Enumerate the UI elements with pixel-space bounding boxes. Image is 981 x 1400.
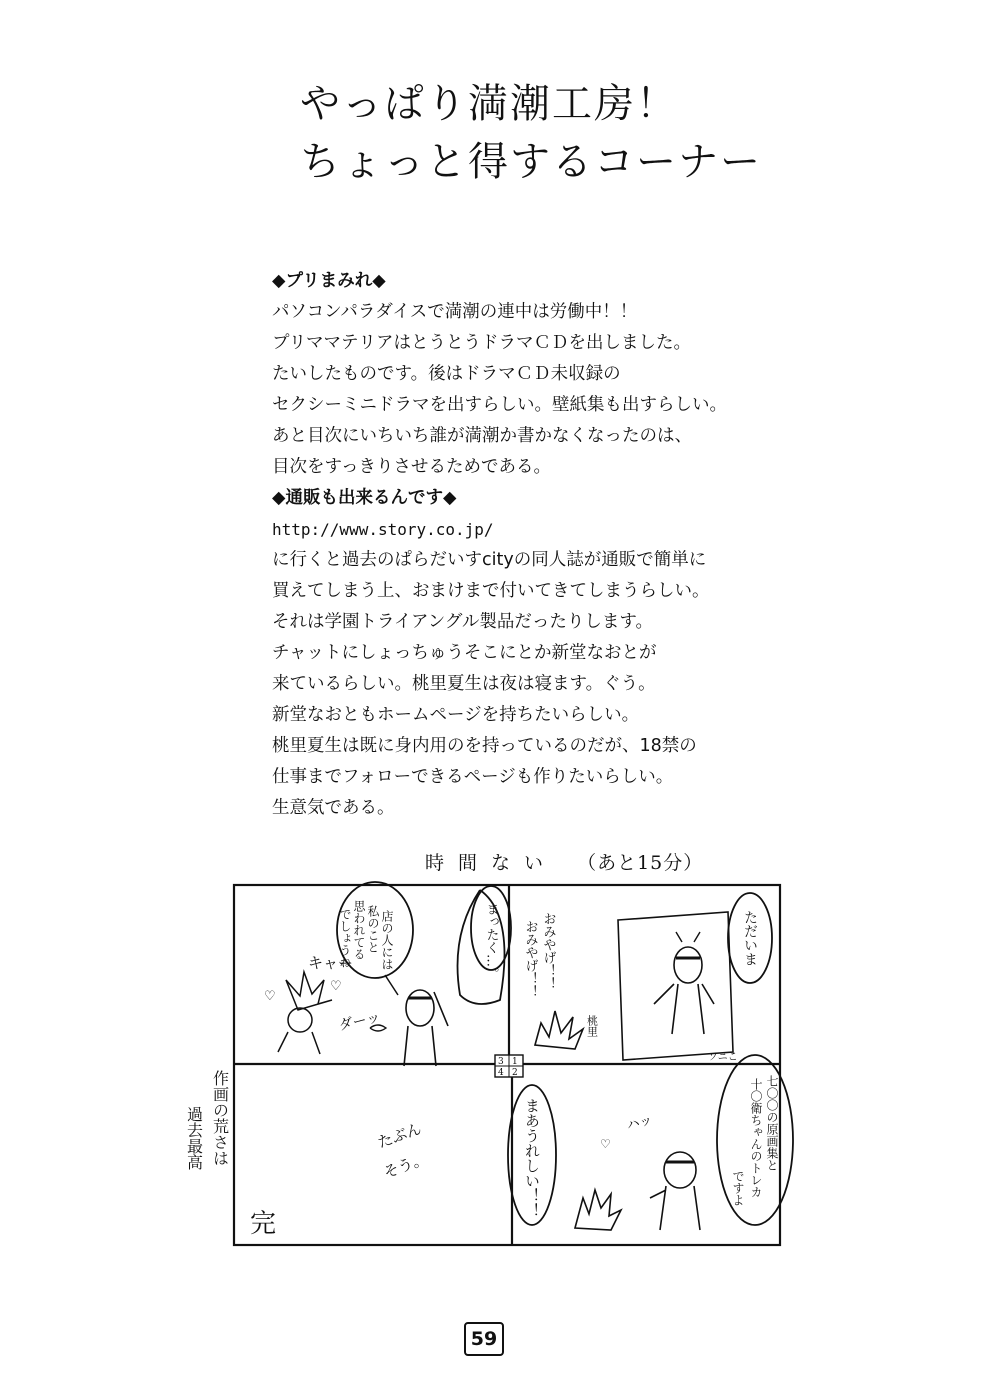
heart-icon: ♡ bbox=[264, 989, 276, 1004]
order-mark: 4 bbox=[498, 1068, 504, 1078]
order-mark: 1 bbox=[512, 1057, 518, 1067]
p2-spiky-character bbox=[535, 1011, 583, 1049]
p3-label: ソニこ bbox=[708, 1052, 738, 1063]
order-mark: 3 bbox=[498, 1057, 504, 1067]
p2-name-label: 桃里 bbox=[585, 1015, 599, 1037]
panel-4 bbox=[250, 1119, 430, 1239]
body-line: 桃里夏生は既に身内用のを持っているのだが、18禁の bbox=[272, 736, 697, 756]
page-number: 59 bbox=[464, 1322, 504, 1356]
body-line: プリママテリアはとうとうドラマＣＤを出しました。 bbox=[272, 333, 691, 353]
comic-strip bbox=[180, 880, 800, 1250]
p6-ha-text: ハッ bbox=[625, 1112, 655, 1134]
body-line: それは学園トライアングル製品だったりします。 bbox=[272, 612, 653, 632]
body-line: 来ているらしい。桃里夏生は夜は寝ます。ぐう。 bbox=[272, 674, 656, 694]
p1-bubble-line: でしょうね bbox=[338, 908, 352, 968]
panel-6 bbox=[625, 1055, 793, 1230]
comic-title bbox=[425, 848, 703, 875]
p1-bubble-line: 店の人には bbox=[380, 910, 394, 970]
p5-spiky-character bbox=[575, 1190, 621, 1230]
panel-3 bbox=[618, 893, 772, 1063]
body-line: に行くと過去のぱらだいすcityの同人誌が通販で簡単に bbox=[272, 550, 707, 570]
heart-icon: ♡ bbox=[330, 979, 342, 994]
body-line: パソコンパラダイスで満潮の連中は労働中！！ bbox=[272, 302, 638, 322]
page-title-line1: やっぱり満潮工房！ bbox=[300, 81, 678, 127]
p1-bubble-line: 私のこと bbox=[366, 905, 380, 953]
p1-kya-text: キャー bbox=[308, 954, 354, 972]
p4-kan-mark: 完 bbox=[250, 1209, 277, 1239]
body-line: 新堂なおともホームページを持ちたいらしい。 bbox=[272, 705, 640, 725]
p6-bubble-text: 十〇衛ちゃんのトレカ bbox=[749, 1078, 763, 1198]
p1-dash-text: ダーッ bbox=[337, 1009, 382, 1034]
panel-5 bbox=[508, 1085, 621, 1230]
side-note bbox=[185, 1070, 230, 1170]
p2-bubble-text: まったく…。 bbox=[483, 902, 499, 980]
section-heading-mail-order: ◆通販も出来るんです◆ bbox=[272, 488, 457, 508]
body-line: たいしたものです。後はドラマＣＤ未収録の bbox=[272, 364, 621, 384]
p3-bubble-text: ただいま bbox=[742, 910, 758, 966]
p4-text-line: そう。 bbox=[381, 1149, 430, 1182]
side-note-line: 過去最高 bbox=[184, 1106, 204, 1170]
p6-character bbox=[664, 1152, 696, 1188]
p6-bubble-text: 七〇〇の原画集と bbox=[765, 1075, 779, 1171]
panel-order-marks bbox=[495, 1055, 523, 1078]
p4-text-line: たぶん bbox=[375, 1119, 424, 1152]
body-line: あと目次にいちいち誰が満潮か書かなくなったのは、 bbox=[272, 426, 692, 446]
body-line: セクシーミニドラマを出すらしい。壁紙集も出すらしい。 bbox=[272, 395, 727, 415]
p1-tall-character bbox=[406, 990, 434, 1026]
p2-bubble-text: おみやげ！！ bbox=[540, 912, 556, 990]
url-text: http://www.story.co.jp/ bbox=[272, 520, 494, 539]
body-line: 仕事までフォローできるページも作りたいらしい。 bbox=[272, 767, 674, 787]
p1-spiky-character bbox=[286, 972, 332, 1010]
panel-2 bbox=[458, 886, 599, 1049]
p3-character bbox=[674, 947, 702, 983]
page-title-line2: ちょっと得するコーナー bbox=[300, 139, 762, 185]
p5-bubble-text: まあうれしい！！ bbox=[523, 1098, 541, 1218]
body-line: チャットにしょっちゅうそこにとか新堂なおとが bbox=[272, 643, 657, 663]
order-mark: 2 bbox=[512, 1068, 518, 1078]
side-note-line: 作画の荒さは bbox=[210, 1070, 230, 1166]
body-line: 目次をすっきりさせるためである。 bbox=[272, 457, 551, 477]
heart-icon: ♡ bbox=[600, 1137, 611, 1151]
comic-title-main: 時間ない bbox=[425, 852, 558, 874]
p3-doorway bbox=[618, 912, 733, 1060]
p6-bubble-text: ですよ bbox=[731, 1170, 745, 1206]
body-line: 買えてしまう上、おまけまで付いてきてしまうらしい。 bbox=[272, 581, 710, 601]
comic-title-paren: （あと15分） bbox=[577, 852, 704, 874]
body-text bbox=[272, 266, 832, 824]
section-heading-primamire: ◆プリまみれ◆ bbox=[272, 271, 386, 291]
panel-1 bbox=[264, 882, 448, 1066]
p1-bubble-line: 思われてる bbox=[352, 900, 366, 960]
p2-bubble-text: おみやげ！！ bbox=[522, 920, 538, 998]
body-line: 生意気である。 bbox=[272, 798, 395, 818]
